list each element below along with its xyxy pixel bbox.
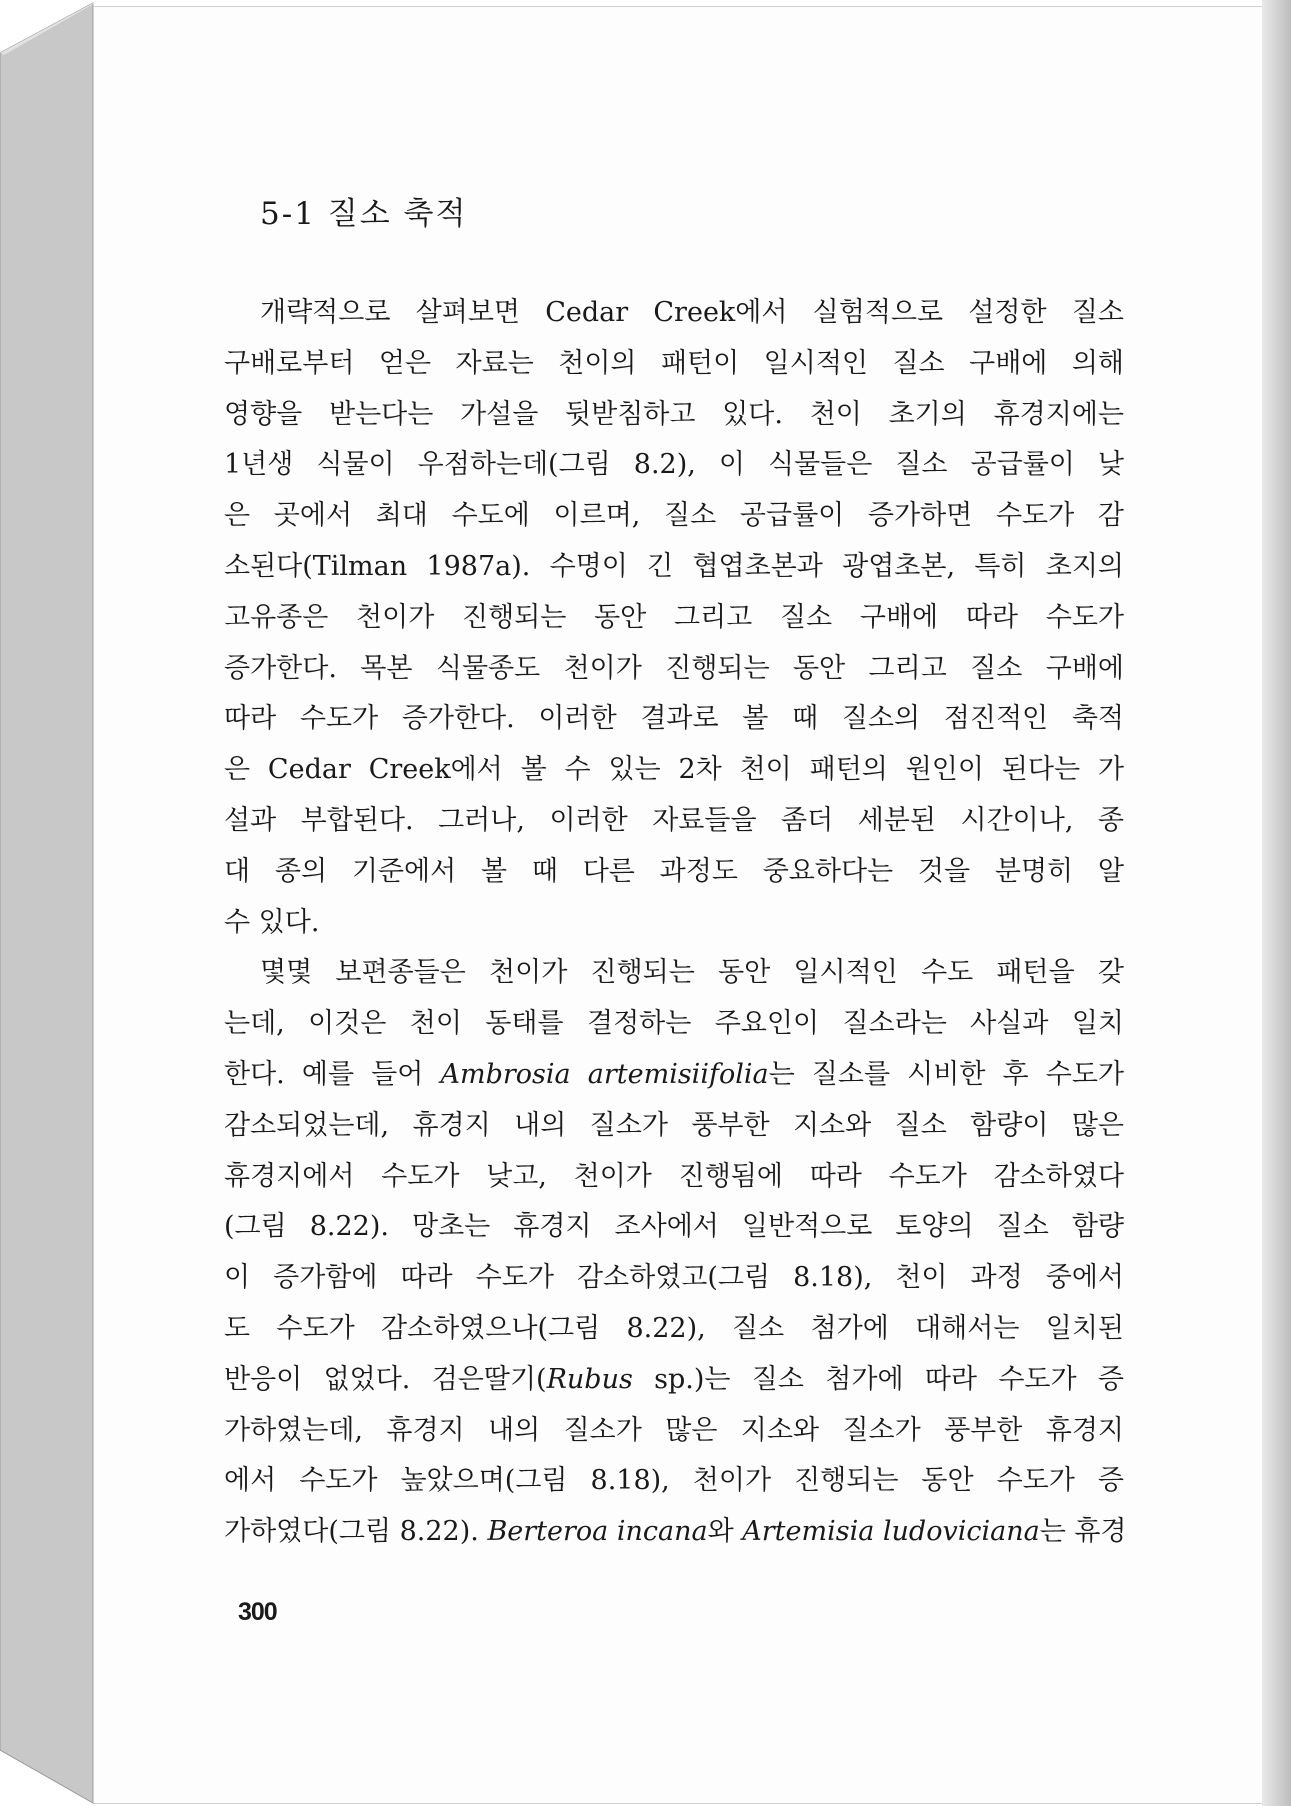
text-line: 설과 부합된다. 그러나, 이러한 자료들을 좀더 세분된 시간이나, 종 (224, 804, 1124, 836)
paragraph-2 (224, 948, 1127, 1558)
paragraph-1 (224, 288, 1124, 948)
text-line: (그림 8.22). 망초는 휴경지 조사에서 일반적으로 토양의 질소 함량 (224, 1211, 1124, 1243)
text-line: 이 증가함에 따라 수도가 감소하였고(그림 8.18), 천이 과정 중에서 (224, 1262, 1124, 1294)
text-line: 한다. 예를 들어 Ambrosia artemisiifolia는 질소를 시비한 후 수도가 (224, 1058, 1125, 1090)
text-line: 몇몇 보편종들은 천이가 진행되는 동안 일시적인 수도 패턴을 갖 (260, 957, 1124, 989)
species-name: Artemisia ludoviciana (742, 1516, 1040, 1548)
text-line: 가하였는데, 휴경지 내의 질소가 많은 지소와 질소가 풍부한 휴경지 (224, 1414, 1124, 1446)
text-line: 따라 수도가 증가한다. 이러한 결과로 볼 때 질소의 점진적인 축적 (224, 703, 1124, 735)
text-line: 감소되었는데, 휴경지 내의 질소가 풍부한 지소와 질소 함량이 많은 (224, 1109, 1124, 1141)
page-number: 300 (238, 1598, 277, 1626)
text-line: 에서 수도가 높았으며(그림 8.18), 천이가 진행되는 동안 수도가 증 (224, 1465, 1124, 1497)
species-name: Ambrosia artemisiifolia (440, 1058, 769, 1090)
text-line: 소된다(Tilman 1987a). 수명이 긴 협엽초본과 광엽초본, 특히 초지의 (224, 550, 1124, 582)
text-line: 구배로부터 얻은 자료는 천이의 패턴이 일시적인 질소 구배에 의해 (224, 347, 1124, 379)
text-line: 1년생 식물이 우점하는데(그림 8.2), 이 식물들은 질소 공급률이 낮 (224, 449, 1124, 481)
text-line: 은 곳에서 최대 수도에 이르며, 질소 공급률이 증가하면 수도가 감 (224, 500, 1124, 532)
text-line: 개략적으로 살펴보면 Cedar Creek에서 실험적으로 설정한 질소 (260, 297, 1124, 328)
text-line: 도 수도가 감소하였으나(그림 8.22), 질소 첨가에 대해서는 일치된 (224, 1312, 1124, 1344)
species-name: Berteroa incana (487, 1516, 708, 1548)
page-edge-shadow (1262, 0, 1291, 1806)
text-line: 영향을 받는다는 가설을 뒷받침하고 있다. 천이 초기의 휴경지에는 (224, 398, 1124, 430)
text-line: 반응이 없었다. 검은딸기(Rubus sp.)는 질소 첨가에 따라 수도가 증 (224, 1363, 1124, 1395)
text-line: 고유종은 천이가 진행되는 동안 그리고 질소 구배에 따라 수도가 (224, 601, 1124, 633)
text-line: 수 있다. (224, 906, 320, 938)
text-line: 가하였다(그림 8.22). Berteroa incana와 Artemisia ludoviciana는 휴경 (224, 1516, 1127, 1548)
section-title: 5-1 질소 축적 (260, 196, 468, 232)
species-name: Rubus (546, 1363, 633, 1395)
text-line: 대 종의 기준에서 볼 때 다른 과정도 중요하다는 것을 분명히 알 (224, 855, 1124, 887)
text-line: 휴경지에서 수도가 낮고, 천이가 진행됨에 따라 수도가 감소하였다 (224, 1160, 1124, 1192)
text-line: 증가한다. 목본 식물종도 천이가 진행되는 동안 그리고 질소 구배에 (224, 652, 1124, 684)
text-line: 은 Cedar Creek에서 볼 수 있는 2차 천이 패턴의 원인이 된다는 가 (224, 754, 1124, 786)
body-text (224, 288, 1127, 1558)
text-line: 는데, 이것은 천이 동태를 결정하는 주요인이 질소라는 사실과 일치 (224, 1008, 1124, 1040)
